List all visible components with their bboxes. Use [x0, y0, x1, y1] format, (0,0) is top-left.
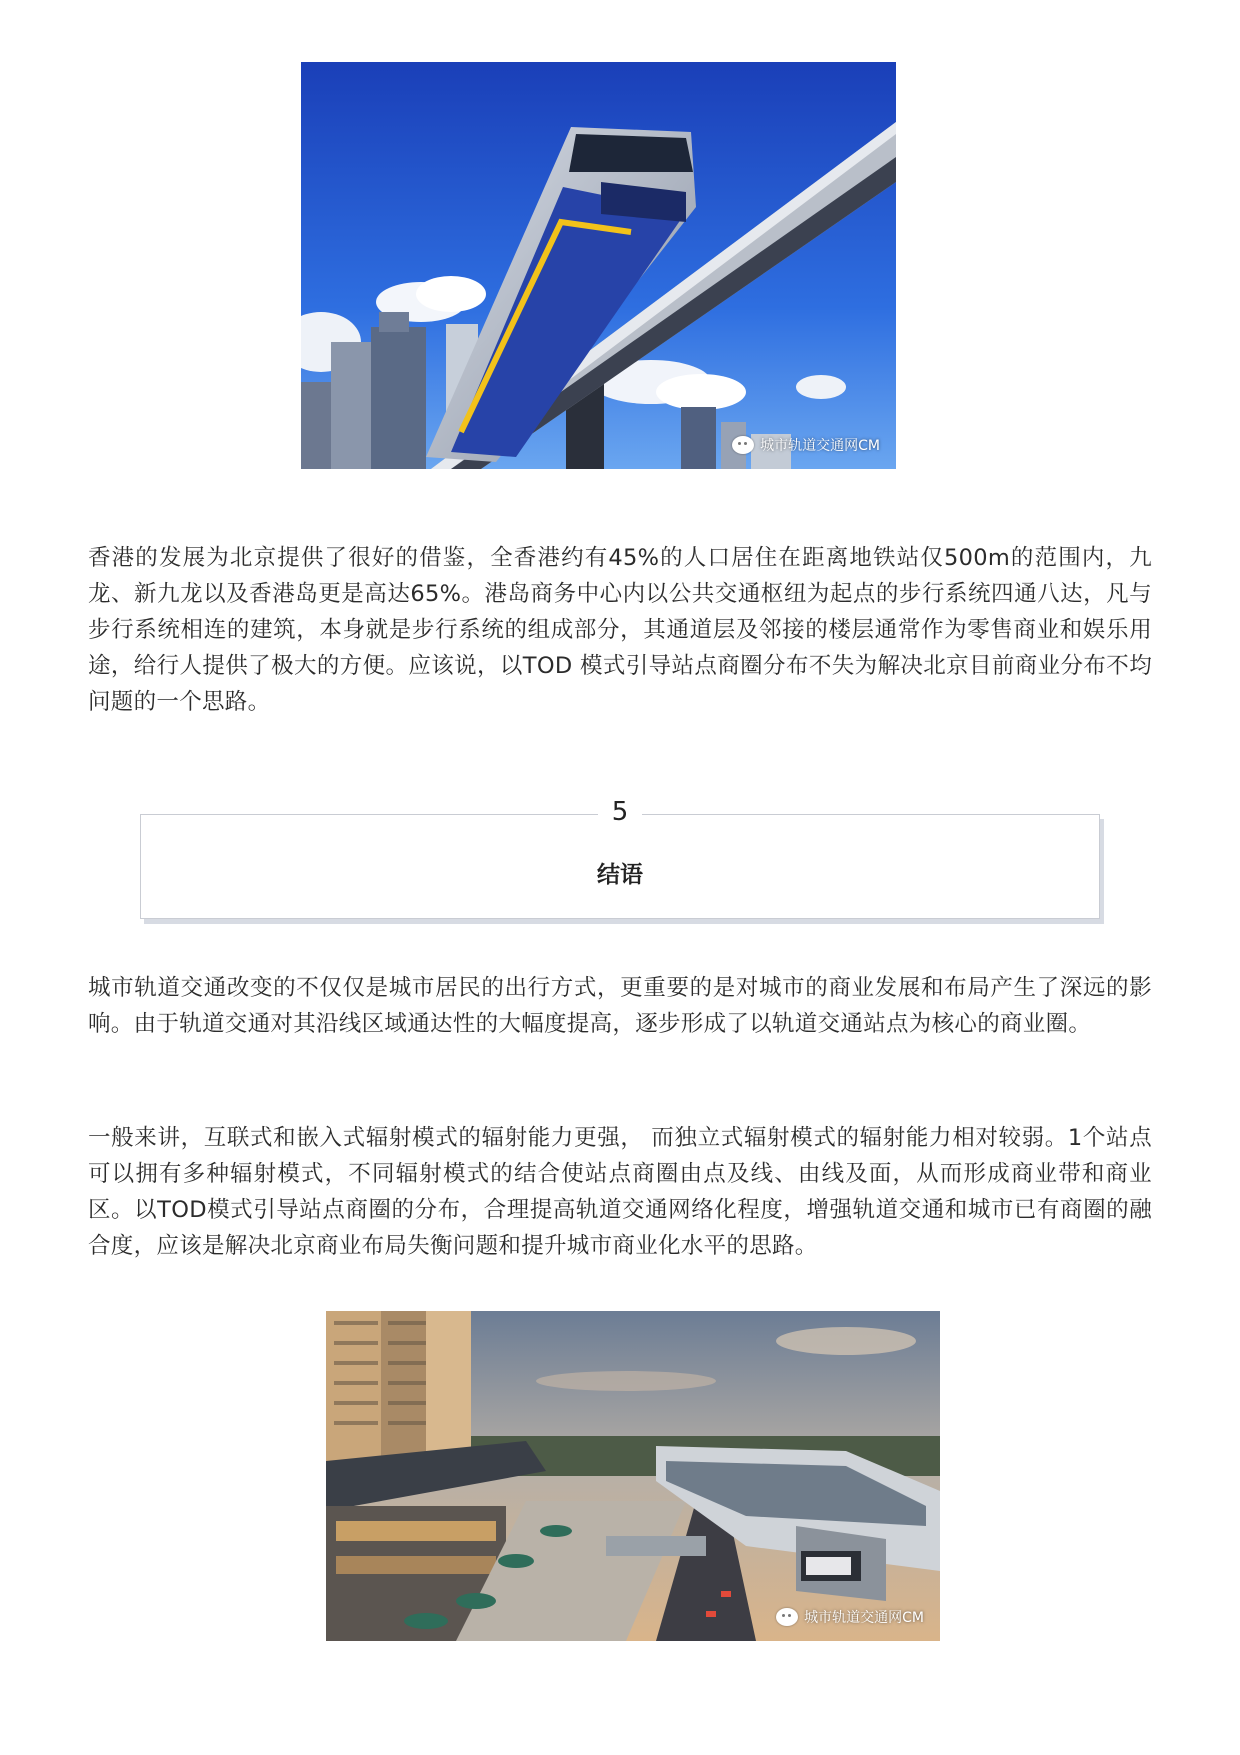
wechat-icon [776, 1608, 798, 1626]
monorail-photo [301, 62, 896, 469]
paragraph-conclusion-2: 一般来讲，互联式和嵌入式辐射模式的辐射能力更强， 而独立式辐射模式的辐射能力相对较弱。1个站点可以拥有多种辐射模式，不同辐射模式的结合使站点商圈由点及线、由线及面，从而形成商业带和商业区。以TOD模式引导站点商圈的分布，合理提高轨道交通网络化程度，增强轨道交通和城市已有商圈的融合度，应该是解决北京商业布局失衡问题和提升城市商业化水平的思路。 [88, 1125, 1152, 1259]
section-title: 结语 [597, 862, 643, 888]
watermark-text: 城市轨道交通网CM [804, 1610, 924, 1626]
station-illustration [326, 1311, 940, 1641]
monorail-illustration [301, 62, 896, 469]
section-number: 5 [598, 792, 642, 832]
station-rendering-photo [326, 1311, 940, 1641]
wechat-icon [732, 436, 754, 454]
paragraph-conclusion-1: 城市轨道交通改变的不仅仅是城市居民的出行方式，更重要的是对城市的商业发展和布局产生了深远的影响。由于轨道交通对其沿线区域通达性的大幅度提高，逐步形成了以轨道交通站点为核心的商业圈。 [88, 975, 1152, 1037]
watermark-text: 城市轨道交通网CM [760, 438, 880, 454]
image-watermark [776, 1607, 924, 1627]
image-watermark [732, 435, 880, 455]
paragraph-hongkong: 香港的发展为北京提供了很好的借鉴，全香港约有45%的人口居住在距离地铁站仅500m的范围内，九龙、新九龙以及香港岛更是高达65%。港岛商务中心内以公共交通枢纽为起点的步行系统四通八达，凡与步行系统相连的建筑，本身就是步行系统的组成部分，其通道层及邻接的楼层通常作为零售商业和娱乐用途，给行人提供了极大的方便。应该说，以TOD 模式引导站点商圈分布不失为解决北京目前商业分布不均问题的一个思路。 [88, 545, 1152, 715]
